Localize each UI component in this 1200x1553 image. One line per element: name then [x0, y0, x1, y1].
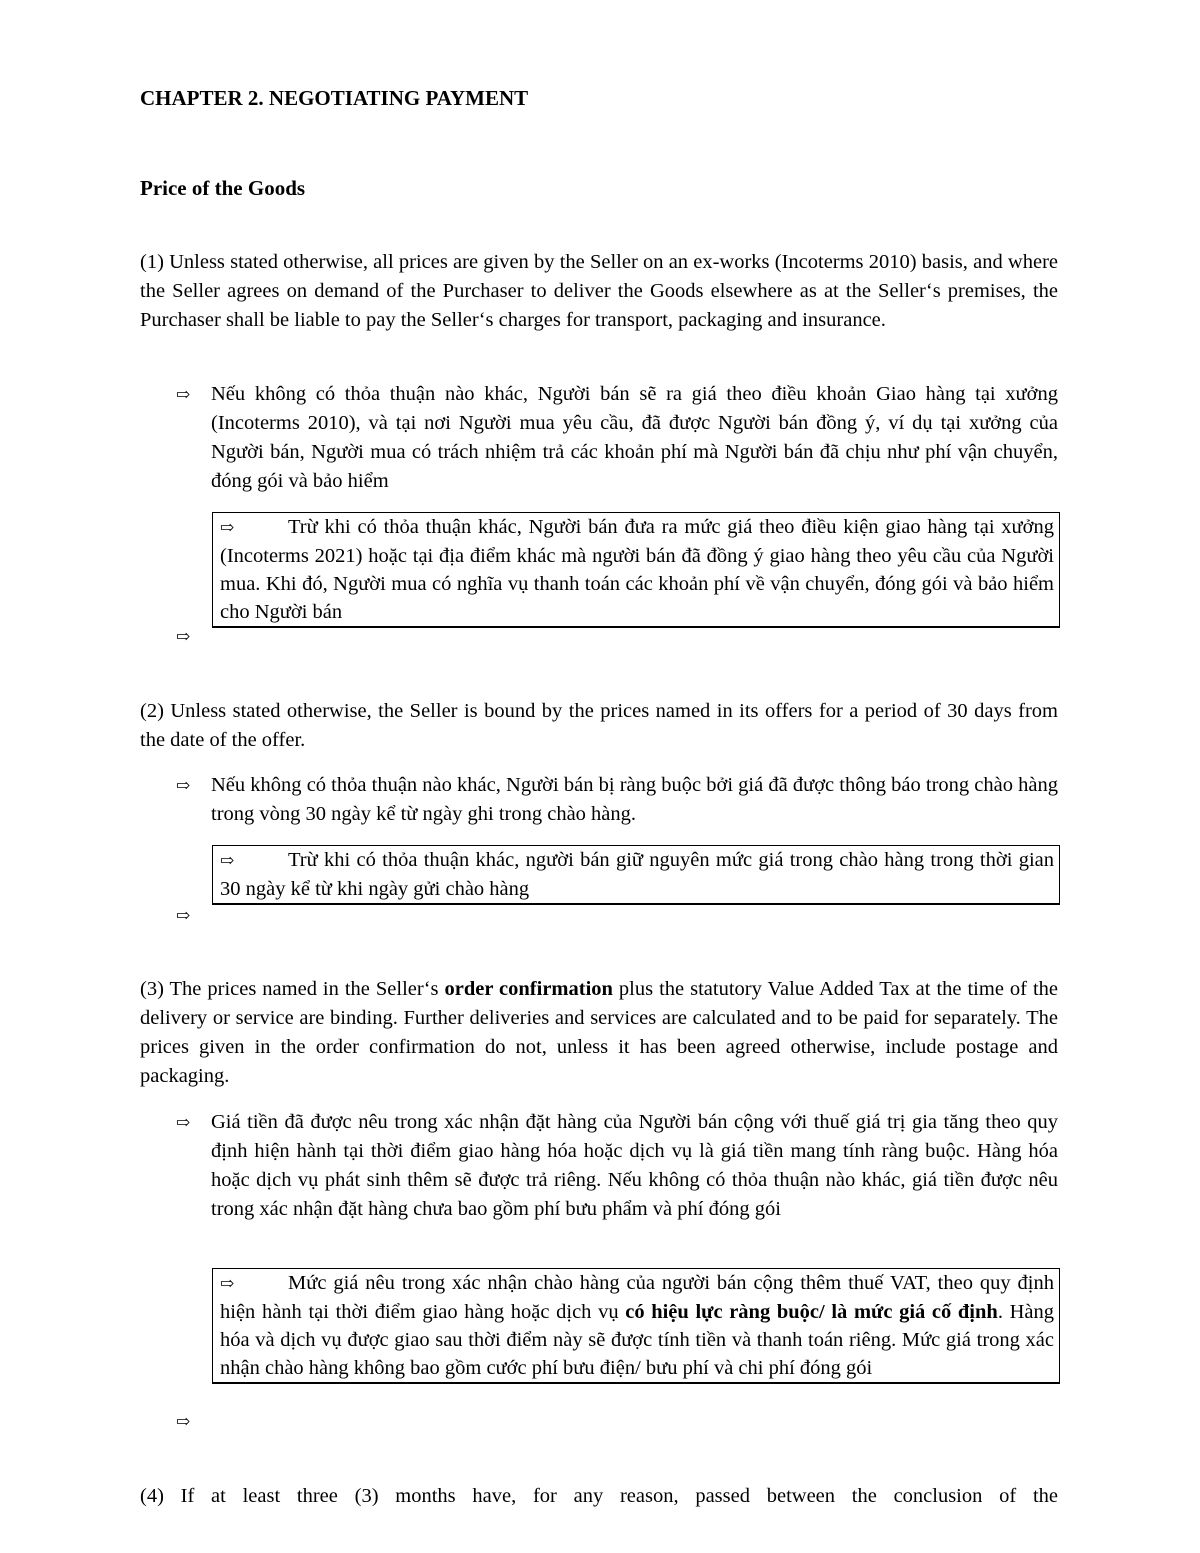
translation-bullet-1 — [176, 380, 1058, 496]
translation-text-3: Giá tiền đã được nêu trong xác nhận đặt hàng của Người bán cộng với thuế giá trị gia tăng theo quy định hiện hành tại thời điểm giao hàng hóa hoặc dịch vụ là giá tiền mang tính ràng buộc. Hàng hóa hoặc dịch vụ phát sinh thêm sẽ được trả riêng. Nếu không có thỏa thuận nào khác, giá tiền được nêu trong xác nhận đặt hàng chưa bao gồm phí bưu phẩm và phí đóng gói — [211, 1111, 1058, 1220]
arrow-icon: ⇨ — [220, 1274, 235, 1293]
paragraph-3-bold: order confirmation — [444, 978, 613, 1000]
arrow-icon: ⇨ — [176, 385, 191, 404]
arrow-icon: ⇨ — [176, 906, 191, 925]
translation-text-2: Nếu không có thỏa thuận nào khác, Người bán bị ràng buộc bởi giá đã được thông báo trong chào hàng trong vòng 30 ngày kể từ ngày ghi trong chào hàng. — [211, 774, 1058, 825]
section-heading: Price of the Goods — [140, 176, 306, 200]
chapter-title: CHAPTER 2. NEGOTIATING PAYMENT — [140, 86, 529, 110]
revision-text-3-bold: có hiệu lực ràng buộc/ là mức giá cố định — [625, 1301, 998, 1323]
arrow-icon: ⇨ — [176, 1412, 191, 1431]
revision-box-1 — [212, 512, 1060, 628]
paragraph-2: (2) Unless stated otherwise, the Seller is bound by the prices named in its offers for a period of 30 days from the date of the offer. — [140, 700, 1058, 751]
paragraph-4: (4) If at least three (3) months have, for any reason, passed between the conclusion of the — [140, 1485, 1058, 1507]
revision-text-2: Trừ khi có thỏa thuận khác, người bán giữ nguyên mức giá trong chào hàng trong thời gian 30 ngày kể từ khi ngày gửi chào hàng — [220, 849, 1054, 900]
arrow-icon: ⇨ — [176, 627, 191, 646]
paragraph-1: (1) Unless stated otherwise, all prices are given by the Seller on an ex-works (Incoterms 2010) basis, and where the Seller agrees on demand of the Purchaser to deliver the Goods elsewhere as at the Seller‘s premises, the Purchaser shall be liable to pay the Seller‘s charges for transport, packaging and insurance. — [140, 251, 1058, 331]
translation-text-1: Nếu không có thỏa thuận nào khác, Người bán sẽ ra giá theo điều khoản Giao hàng tại xưởng (Incoterms 2010), và tại nơi Người mua yêu cầu, đã được Người bán đồng ý, ví dụ tại xưởng của Người bán, Người mua có trách nhiệm trả các khoản phí mà Người bán đã chịu như phí vận chuyển, đóng gói và bảo hiểm — [211, 383, 1058, 492]
paragraph-3-text-end: plus the statutory Value Added Tax at the time of the delivery or service are binding. Further deliveries and services are calculated and to be paid for separately. The prices given in the order confirmation do not, unless it has been agreed otherwise, include postage and packaging. — [140, 978, 1059, 1087]
arrow-icon: ⇨ — [176, 776, 191, 795]
revision-box-2 — [212, 845, 1060, 905]
paragraph-3 — [140, 975, 1058, 1091]
translation-bullet-2 — [176, 771, 1058, 829]
arrow-icon: ⇨ — [220, 851, 235, 870]
arrow-icon: ⇨ — [176, 1113, 191, 1132]
translation-bullet-3 — [176, 1108, 1058, 1224]
revision-text-1: Trừ khi có thỏa thuận khác, Người bán đưa ra mức giá theo điều kiện giao hàng tại xưởng (Incoterms 2021) hoặc tại địa điểm khác mà người bán đã đồng ý giao hàng theo yêu cầu của Người mua. Khi đó, Người mua có nghĩa vụ thanh toán các khoản phí về vận chuyển, đóng gói và bảo hiểm cho Người bán — [220, 516, 1054, 623]
revision-box-3 — [212, 1268, 1060, 1384]
arrow-icon: ⇨ — [220, 518, 235, 537]
revision-text-3-end: . Hàng hóa và dịch vụ được giao sau thời điểm này sẽ được tính tiền và thanh toán riêng. Mức giá trong xác nhận chào hàng không bao gồm cước phí bưu điện/ bưu phí và chi phí đóng gói — [220, 1301, 1054, 1379]
revision-text-3: Mức giá nêu trong xác nhận chào hàng của người bán cộng thêm thuế VAT, theo quy định hiện hành tại thời điểm giao hàng hoặc dịch vụ — [220, 1272, 1054, 1323]
paragraph-3-text: (3) The prices named in the Seller‘s — [140, 978, 445, 1000]
